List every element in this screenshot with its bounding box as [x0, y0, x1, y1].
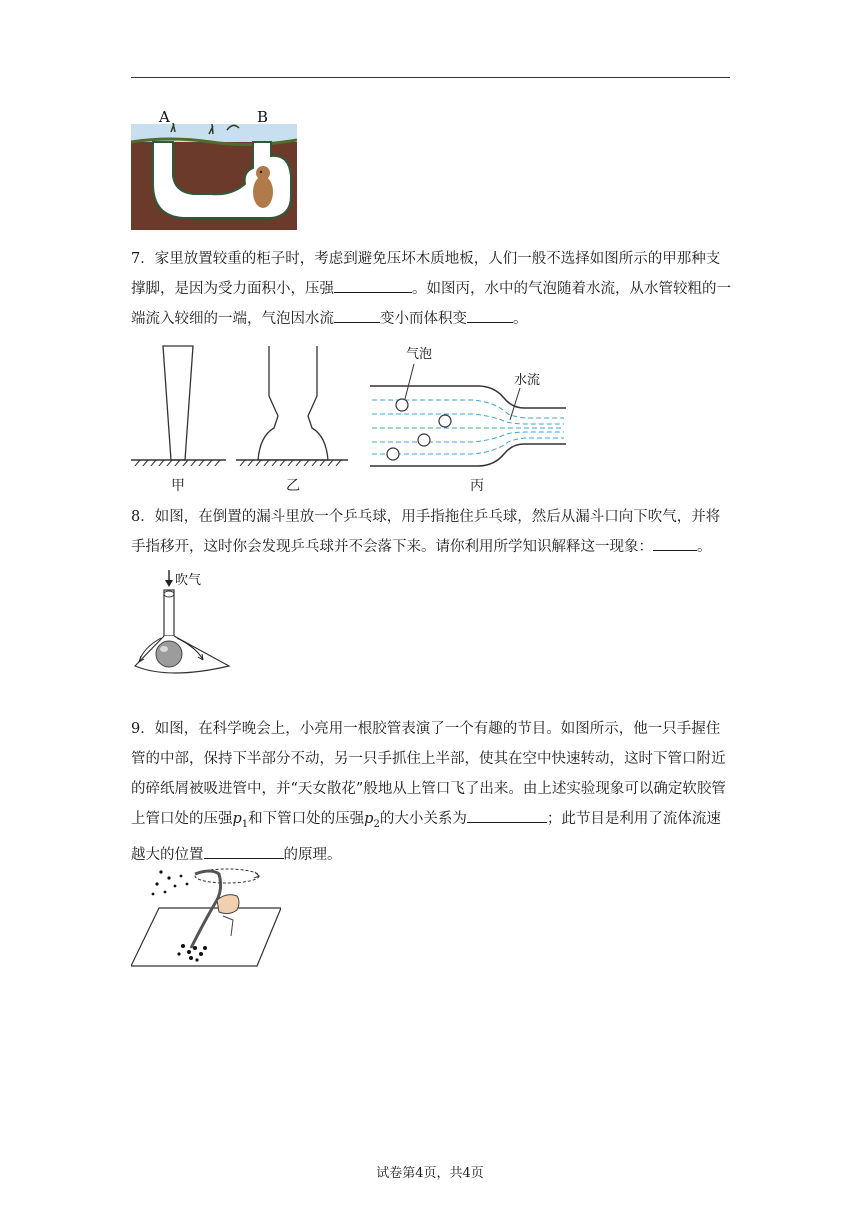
label-water-flow: 水流	[514, 373, 541, 388]
question-7	[131, 244, 731, 334]
water-pipe-bing	[368, 340, 568, 470]
spinning-tube-figure	[131, 864, 281, 970]
q8-text-1: 如图，在倒置的漏斗里放一个乒乓球，用手指拖住乒乓球，然后从漏斗口向下吹气，并将手指移开，这时你会发现乒乓球并不会落下来。请你利用所学知识解释这一现象：	[131, 509, 721, 555]
q9-p2-sub: 2	[373, 818, 380, 830]
funnel-figure	[131, 570, 241, 676]
label-blow: 吹气	[175, 573, 202, 588]
q8-text-2: 。	[697, 539, 712, 555]
q7-blank-2[interactable]	[334, 307, 380, 323]
question-9	[131, 714, 731, 870]
burrow-label-b: B	[257, 108, 269, 126]
q7-blank-3[interactable]	[467, 307, 513, 323]
q8-number: 8．	[131, 509, 155, 525]
q9-blank-2[interactable]	[204, 843, 284, 859]
q7-text-2: 。如图丙，水中的气泡随着水流，从水管较粗的一端流入较细的一端，气泡因水流	[131, 281, 731, 327]
q9-number: 9．	[131, 721, 155, 737]
q7-text-3: 变小而体积变	[380, 311, 467, 327]
label-bubble: 气泡	[406, 347, 433, 362]
q7-text-1: 家里放置较重的柜子时，考虑到避免压坏木质地板，人们一般不选择如图所示的甲那种支撑脚，是因为受力面积小，压强	[131, 251, 721, 297]
q9-text-1: 如图，在科学晚会上，小亮用一根胶管表演了一个有趣的节目。如图所示，他一只手握住管的中部，保持下半部分不动，另一只手抓住上半部，使其在空中快速转动，这时下管口附近的碎纸屑被吸进管中，并“天女散花”般地从上管口飞了出来。由上述实验现象可以确定软胶管上管口处的压强	[131, 721, 726, 827]
q9-p1: p	[232, 811, 242, 827]
q9-p2: p	[364, 811, 374, 827]
q9-text-2: 和下管口处的压强	[248, 811, 365, 827]
support-leg-yi	[236, 344, 348, 466]
q9-text-3: 的大小关系为	[379, 811, 467, 827]
q7-text-4: 。	[513, 311, 528, 327]
q7-number: 7．	[131, 251, 155, 267]
burrow-figure	[131, 106, 297, 230]
caption-jia: 甲	[171, 478, 185, 494]
q9-text-4: ；此节目是利用了流体流速越大的位置	[131, 811, 721, 863]
q8-blank-1[interactable]	[653, 535, 697, 551]
support-leg-jia	[131, 344, 226, 466]
q7-blank-1[interactable]	[334, 277, 412, 293]
caption-yi: 乙	[286, 478, 300, 494]
page-footer: 试卷第4页，共4页	[376, 1166, 484, 1181]
q9-p1-sub: 1	[241, 818, 249, 830]
q9-text-5: 的原理。	[283, 846, 342, 863]
q9-blank-1[interactable]	[467, 807, 547, 823]
burrow-label-a: A	[159, 108, 170, 126]
caption-bing: 丙	[470, 478, 484, 494]
header-rule	[131, 77, 730, 78]
question-8	[131, 502, 731, 562]
